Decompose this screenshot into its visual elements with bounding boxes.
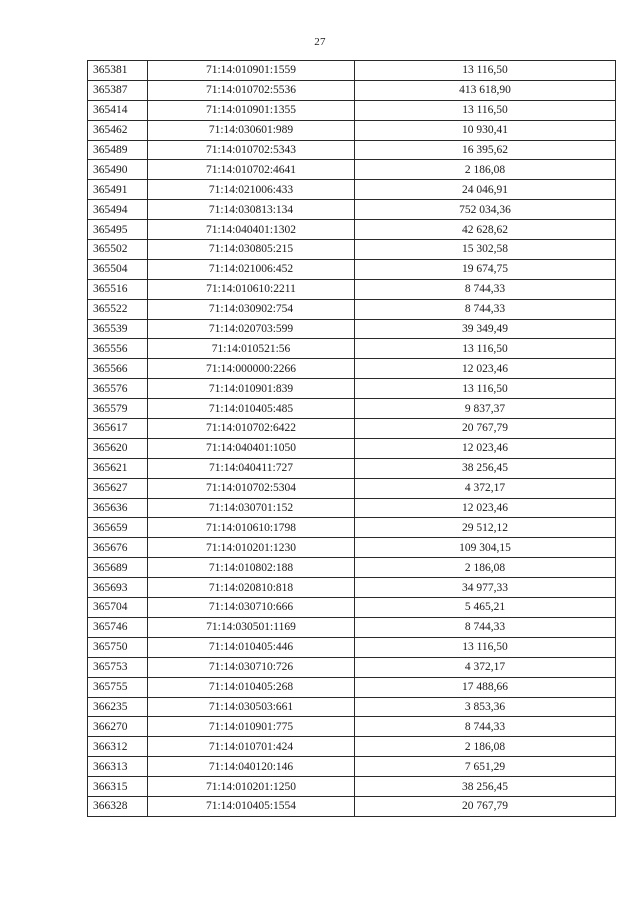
table-row — [88, 478, 616, 498]
table-row — [88, 598, 616, 618]
amount-cell: 9 837,37 — [355, 399, 616, 419]
table-row — [88, 299, 616, 319]
cadastral-number-cell: 71:14:010201:1250 — [148, 777, 355, 797]
amount-cell: 20 767,79 — [355, 796, 616, 816]
amount-cell: 16 395,62 — [355, 140, 616, 160]
amount-cell: 3 853,36 — [355, 697, 616, 717]
registry-table-body — [88, 61, 616, 817]
row-id-cell: 365753 — [88, 657, 148, 677]
row-id-cell: 365387 — [88, 80, 148, 100]
row-id-cell: 365693 — [88, 578, 148, 598]
table-row — [88, 339, 616, 359]
row-id-cell: 366235 — [88, 697, 148, 717]
row-id-cell: 366313 — [88, 757, 148, 777]
amount-cell: 12 023,46 — [355, 359, 616, 379]
row-id-cell: 365539 — [88, 319, 148, 339]
cadastral-number-cell: 71:14:010610:2211 — [148, 279, 355, 299]
cadastral-number-cell: 71:14:040401:1050 — [148, 438, 355, 458]
amount-cell: 4 372,17 — [355, 478, 616, 498]
row-id-cell: 365556 — [88, 339, 148, 359]
table-row — [88, 777, 616, 797]
table-row — [88, 279, 616, 299]
amount-cell: 2 186,08 — [355, 160, 616, 180]
row-id-cell: 365621 — [88, 458, 148, 478]
amount-cell: 12 023,46 — [355, 438, 616, 458]
cadastral-number-cell: 71:14:010901:1355 — [148, 100, 355, 120]
amount-cell: 39 349,49 — [355, 319, 616, 339]
amount-cell: 109 304,15 — [355, 538, 616, 558]
row-id-cell: 365502 — [88, 240, 148, 260]
row-id-cell: 365689 — [88, 558, 148, 578]
table-row — [88, 200, 616, 220]
row-id-cell: 366312 — [88, 737, 148, 757]
row-id-cell: 365576 — [88, 379, 148, 399]
row-id-cell: 365381 — [88, 61, 148, 81]
row-id-cell: 365491 — [88, 180, 148, 200]
cadastral-number-cell: 71:14:010901:839 — [148, 379, 355, 399]
cadastral-number-cell: 71:14:030601:989 — [148, 120, 355, 140]
amount-cell: 13 116,50 — [355, 637, 616, 657]
row-id-cell: 365636 — [88, 498, 148, 518]
row-id-cell: 365490 — [88, 160, 148, 180]
cadastral-number-cell: 71:14:020810:818 — [148, 578, 355, 598]
table-row — [88, 617, 616, 637]
cadastral-number-cell: 71:14:021006:452 — [148, 259, 355, 279]
cadastral-number-cell: 71:14:030501:1169 — [148, 617, 355, 637]
amount-cell: 752 034,36 — [355, 200, 616, 220]
cadastral-number-cell: 71:14:010702:5343 — [148, 140, 355, 160]
cadastral-number-cell: 71:14:010405:268 — [148, 677, 355, 697]
amount-cell: 13 116,50 — [355, 100, 616, 120]
row-id-cell: 365462 — [88, 120, 148, 140]
row-id-cell: 365566 — [88, 359, 148, 379]
amount-cell: 13 116,50 — [355, 61, 616, 81]
table-row — [88, 458, 616, 478]
amount-cell: 2 186,08 — [355, 558, 616, 578]
row-id-cell: 365617 — [88, 419, 148, 439]
cadastral-number-cell: 71:14:010521:56 — [148, 339, 355, 359]
row-id-cell: 365746 — [88, 617, 148, 637]
row-id-cell: 365494 — [88, 200, 148, 220]
amount-cell: 8 744,33 — [355, 279, 616, 299]
table-row — [88, 717, 616, 737]
amount-cell: 13 116,50 — [355, 379, 616, 399]
cadastral-number-cell: 71:14:010201:1230 — [148, 538, 355, 558]
row-id-cell: 365579 — [88, 399, 148, 419]
amount-cell: 10 930,41 — [355, 120, 616, 140]
cadastral-number-cell: 71:14:010701:424 — [148, 737, 355, 757]
table-row — [88, 80, 616, 100]
amount-cell: 8 744,33 — [355, 299, 616, 319]
row-id-cell: 365676 — [88, 538, 148, 558]
table-row — [88, 558, 616, 578]
row-id-cell: 365659 — [88, 518, 148, 538]
cadastral-number-cell: 71:14:040411:727 — [148, 458, 355, 478]
table-row — [88, 419, 616, 439]
table-row — [88, 180, 616, 200]
table-row — [88, 498, 616, 518]
table-row — [88, 538, 616, 558]
amount-cell: 38 256,45 — [355, 458, 616, 478]
table-row — [88, 220, 616, 240]
row-id-cell: 365704 — [88, 598, 148, 618]
row-id-cell: 365750 — [88, 637, 148, 657]
amount-cell: 8 744,33 — [355, 617, 616, 637]
table-row — [88, 578, 616, 598]
amount-cell: 12 023,46 — [355, 498, 616, 518]
amount-cell: 42 628,62 — [355, 220, 616, 240]
cadastral-number-cell: 71:14:010405:485 — [148, 399, 355, 419]
registry-table — [87, 60, 616, 817]
amount-cell: 34 977,33 — [355, 578, 616, 598]
amount-cell: 2 186,08 — [355, 737, 616, 757]
cadastral-number-cell: 71:14:010702:5304 — [148, 478, 355, 498]
table-row — [88, 319, 616, 339]
table-row — [88, 796, 616, 816]
amount-cell: 19 674,75 — [355, 259, 616, 279]
cadastral-number-cell: 71:14:030710:666 — [148, 598, 355, 618]
cadastral-number-cell: 71:14:040120:146 — [148, 757, 355, 777]
cadastral-number-cell: 71:14:040401:1302 — [148, 220, 355, 240]
row-id-cell: 365627 — [88, 478, 148, 498]
row-id-cell: 365755 — [88, 677, 148, 697]
row-id-cell: 365620 — [88, 438, 148, 458]
table-row — [88, 140, 616, 160]
amount-cell: 29 512,12 — [355, 518, 616, 538]
cadastral-number-cell: 71:14:010901:775 — [148, 717, 355, 737]
table-row — [88, 677, 616, 697]
cadastral-number-cell: 71:14:030710:726 — [148, 657, 355, 677]
row-id-cell: 365495 — [88, 220, 148, 240]
table-row — [88, 737, 616, 757]
cadastral-number-cell: 71:14:020703:599 — [148, 319, 355, 339]
cadastral-number-cell: 71:14:021006:433 — [148, 180, 355, 200]
cadastral-number-cell: 71:14:030805:215 — [148, 240, 355, 260]
amount-cell: 8 744,33 — [355, 717, 616, 737]
cadastral-number-cell: 71:14:010702:5536 — [148, 80, 355, 100]
cadastral-number-cell: 71:14:030813:134 — [148, 200, 355, 220]
table-row — [88, 399, 616, 419]
row-id-cell: 366315 — [88, 777, 148, 797]
page-number: 27 — [314, 36, 326, 48]
cadastral-number-cell: 71:14:000000:2266 — [148, 359, 355, 379]
cadastral-number-cell: 71:14:030701:152 — [148, 498, 355, 518]
amount-cell: 38 256,45 — [355, 777, 616, 797]
amount-cell: 24 046,91 — [355, 180, 616, 200]
cadastral-number-cell: 71:14:010610:1798 — [148, 518, 355, 538]
row-id-cell: 365414 — [88, 100, 148, 120]
table-row — [88, 697, 616, 717]
amount-cell: 15 302,58 — [355, 240, 616, 260]
table-row — [88, 757, 616, 777]
table-row — [88, 637, 616, 657]
amount-cell: 13 116,50 — [355, 339, 616, 359]
table-row — [88, 359, 616, 379]
table-row — [88, 657, 616, 677]
amount-cell: 20 767,79 — [355, 419, 616, 439]
table-row — [88, 240, 616, 260]
cadastral-number-cell: 71:14:010802:188 — [148, 558, 355, 578]
cadastral-number-cell: 71:14:010405:446 — [148, 637, 355, 657]
table-row — [88, 259, 616, 279]
table-row — [88, 518, 616, 538]
cadastral-number-cell: 71:14:010901:1559 — [148, 61, 355, 81]
row-id-cell: 365516 — [88, 279, 148, 299]
row-id-cell: 366328 — [88, 796, 148, 816]
row-id-cell: 366270 — [88, 717, 148, 737]
row-id-cell: 365489 — [88, 140, 148, 160]
table-row — [88, 379, 616, 399]
row-id-cell: 365522 — [88, 299, 148, 319]
cadastral-number-cell: 71:14:010702:4641 — [148, 160, 355, 180]
table-row — [88, 438, 616, 458]
cadastral-number-cell: 71:14:030503:661 — [148, 697, 355, 717]
table-row — [88, 61, 616, 81]
amount-cell: 17 488,66 — [355, 677, 616, 697]
cadastral-number-cell: 71:14:010702:6422 — [148, 419, 355, 439]
cadastral-number-cell: 71:14:030902:754 — [148, 299, 355, 319]
amount-cell: 4 372,17 — [355, 657, 616, 677]
amount-cell: 5 465,21 — [355, 598, 616, 618]
amount-cell: 7 651,29 — [355, 757, 616, 777]
table-row — [88, 120, 616, 140]
row-id-cell: 365504 — [88, 259, 148, 279]
table-row — [88, 160, 616, 180]
cadastral-number-cell: 71:14:010405:1554 — [148, 796, 355, 816]
table-row — [88, 100, 616, 120]
amount-cell: 413 618,90 — [355, 80, 616, 100]
